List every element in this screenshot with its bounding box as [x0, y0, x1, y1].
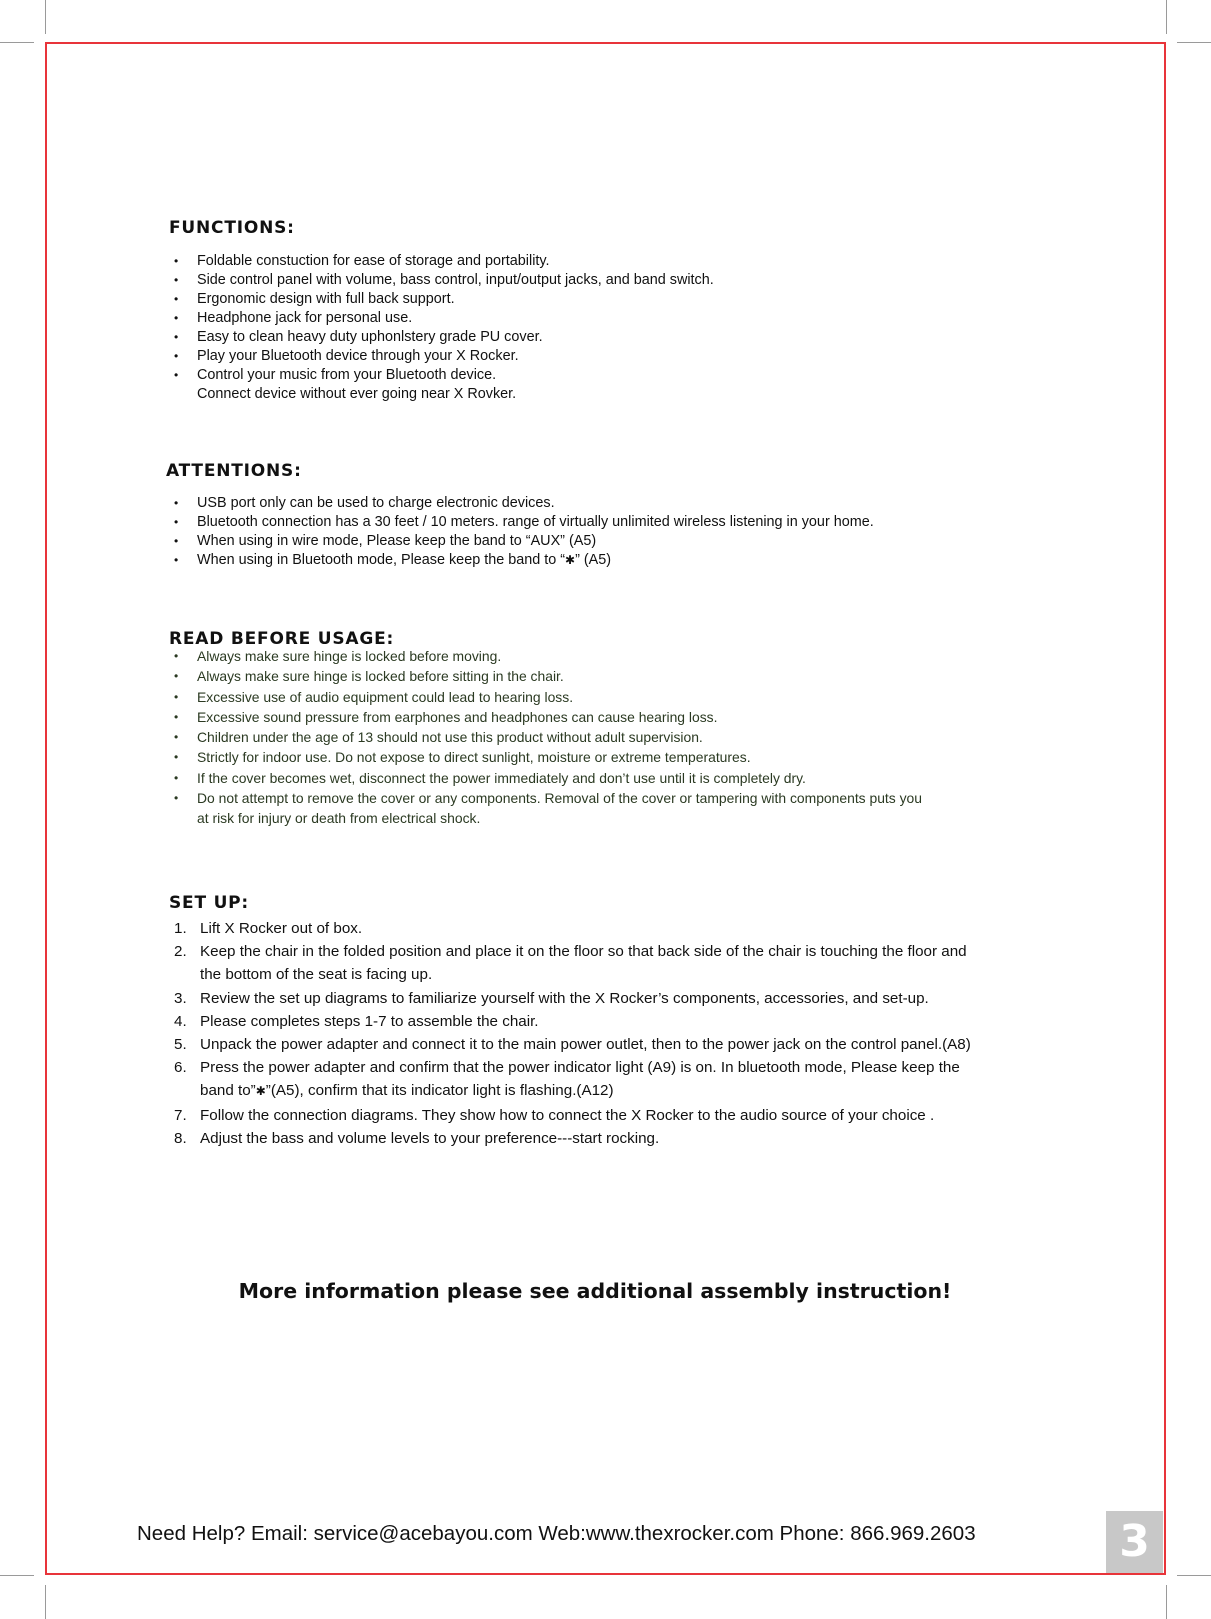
bluetooth-icon: ✱ — [255, 1084, 266, 1099]
help-footer: Need Help? Email: service@acebayou.com Web:www.thexrocker.com Phone: 866.969.2603 — [137, 1522, 976, 1545]
list-item: • Do not attempt to remove the cover or any components. Removal of the cover or tampering with components puts you at risk for injury or death from electrical shock. — [174, 790, 922, 827]
list-item: • Strictly for indoor use. Do not expose to direct sunlight, moisture or extreme temperatures. — [174, 749, 751, 766]
page-number: 3 — [1106, 1511, 1163, 1573]
attentions-title: ATTENTIONS: — [166, 461, 302, 481]
list-item: • When using in wire mode, Please keep the band to “AUX” (A5) — [174, 533, 597, 549]
functions-list — [174, 252, 1074, 404]
more-info-note: More information please see additional assembly instruction! — [238, 1279, 952, 1303]
attentions-list — [174, 494, 1134, 570]
crop-mark — [1177, 1575, 1211, 1576]
step-item: 4. Please completes steps 1-7 to assemble the chair. — [174, 1012, 539, 1030]
setup-steps — [174, 917, 1134, 1150]
list-item: • Play your Bluetooth device through your X Rocker. — [174, 348, 519, 364]
list-item: • Excessive sound pressure from earphones and headphones can cause hearing loss. — [174, 708, 718, 725]
list-item: • Bluetooth connection has a 30 feet / 10 meters. range of virtually unlimited wireless listening in your home. — [174, 514, 874, 530]
functions-title: FUNCTIONS: — [169, 218, 295, 238]
step-item: 7. Follow the connection diagrams. They show how to connect the X Rocker to the audio source of your choice . — [174, 1106, 935, 1124]
crop-mark — [1166, 1585, 1167, 1619]
list-item: • Always make sure hinge is locked before moving. — [174, 648, 502, 664]
list-item: • Control your music from your Bluetooth device. Connect device without ever going near X Rovker. — [174, 367, 517, 402]
list-item: • Headphone jack for personal use. — [174, 310, 413, 326]
list-item: • Ergonomic design with full back support. — [174, 291, 455, 307]
setup-title: SET UP: — [169, 893, 250, 913]
step-item: 3. Review the set up diagrams to familiarize yourself with the X Rocker’s components, accessories, and set-up. — [174, 989, 929, 1007]
read-before-title: READ BEFORE USAGE: — [169, 629, 395, 649]
crop-mark — [0, 1575, 34, 1576]
step-item: 5. Unpack the power adapter and connect it to the main power outlet, then to the power jack on the control panel.(A8) — [174, 1036, 971, 1054]
crop-mark — [45, 0, 46, 34]
list-item: • USB port only can be used to charge electronic devices. — [174, 495, 555, 511]
step-item: 8. Adjust the bass and volume levels to your preference---start rocking. — [174, 1129, 660, 1147]
list-item: • Excessive use of audio equipment could lead to hearing loss. — [174, 688, 574, 705]
list-item: • If the cover becomes wet, disconnect the power immediately and don’t use until it is completely dry. — [174, 769, 806, 786]
crop-mark — [45, 1585, 46, 1619]
list-item: • Easy to clean heavy duty uphonlstery grade PU cover. — [174, 329, 543, 345]
list-item: • Children under the age of 13 should not use this product without adult supervision. — [174, 729, 703, 746]
crop-mark — [1177, 42, 1211, 43]
step-item: 2. Keep the chair in the folded position and place it on the floor so that back side of the chair is touching the floor and the bottom of the seat is facing up. — [174, 943, 967, 984]
list-item: • Always make sure hinge is locked before sitting in the chair. — [174, 668, 564, 685]
step-item: 1. Lift X Rocker out of box. — [174, 920, 363, 937]
read-before-list — [174, 646, 1134, 829]
list-item: • Side control panel with volume, bass control, input/output jacks, and band switch. — [174, 272, 714, 288]
crop-mark — [1166, 0, 1167, 34]
list-item: • Foldable constuction for ease of storage and portability. — [174, 253, 550, 269]
step-item: 6. Press the power adapter and confirm that the power indicator light (A9) is on. In bluetooth mode, Please keep the band to”✱”(A5), confirm that its indicator light is flashing.(A12) — [174, 1059, 960, 1100]
bluetooth-icon: ✱ — [565, 553, 576, 567]
list-item: • When using in Bluetooth mode, Please keep the band to “✱” (A5) — [174, 552, 612, 568]
crop-mark — [0, 42, 34, 43]
